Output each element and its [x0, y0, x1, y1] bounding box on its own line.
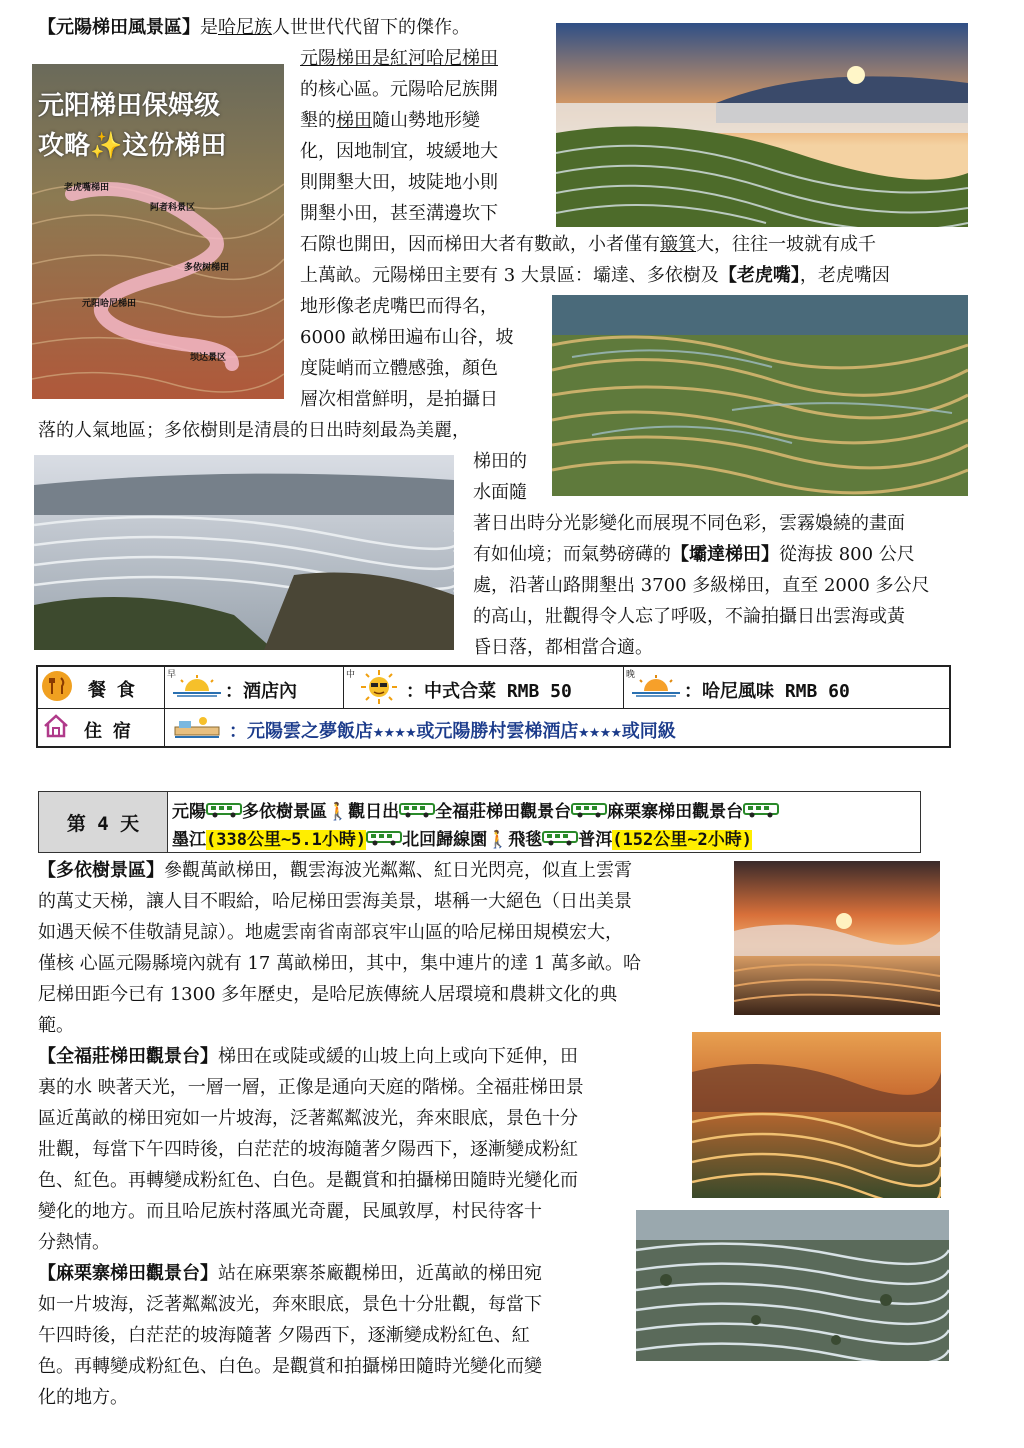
intro-line-19: 處，沿著山路開墾出 3700 多級梯田，直至 2000 多公尺 — [473, 575, 930, 596]
bus-icon — [542, 830, 578, 851]
lunch-cell: 中 ：中式合菜 RMB 50 — [344, 667, 624, 708]
walk-icon: 🚶 — [487, 830, 509, 850]
terrace-link[interactable]: 梯田 — [336, 110, 372, 131]
bus-icon — [206, 802, 242, 823]
poster-spot-5: 坝达景区 — [190, 353, 227, 363]
sunrise-terrace-image — [556, 23, 968, 227]
duoyi-line-1: 【多依樹景區】參觀萬畝梯田，觀雲海波光粼粼、紅日光閃亮，似直上雲霄 — [38, 860, 632, 881]
intro-line-12: 度陡峭而立體感強，顏色 — [300, 358, 498, 379]
terrace-guide-poster-image — [32, 64, 284, 399]
intro-line-9: 上萬畝。元陽梯田主要有 3 大景區：壩達、多依樹及【老虎嘴】，老虎嘴因 — [300, 265, 890, 286]
quanfu-valley-image — [692, 1032, 941, 1198]
poster-spot-1: 老虎嘴梯田 — [64, 183, 110, 193]
winnow-link[interactable]: 簸箕 — [660, 234, 696, 255]
quanfu-line-4: 壯觀，每當下午四時後，白茫茫的坡海隨著夕陽西下，逐漸變成粉紅 — [38, 1139, 578, 1160]
intro-line-13: 層次相當鮮明，是拍攝日 — [300, 389, 498, 410]
sunset-cloud-terrace-image — [734, 861, 940, 1015]
bus-icon — [399, 802, 435, 823]
home-icon — [42, 712, 70, 740]
dinner-cell: 晚 ：哈尼風味 RMB 60 — [626, 670, 850, 702]
poster-spot-3: 多依树梯田 — [184, 263, 230, 273]
walk-icon: 🚶 — [327, 802, 349, 822]
bus-icon — [571, 802, 607, 823]
intro-line-14: 落的人氣地區；多依樹則是清晨的日出時刻最為美麗， — [38, 420, 470, 441]
intro-line-11: 6000 畝梯田遍布山谷，坡 — [300, 327, 514, 348]
meal-label-cell: 餐 食 — [38, 667, 165, 708]
quanfu-line-2: 裏的水 映著天光，一層一層，正像是通向天庭的階梯。全福莊梯田景 — [38, 1077, 584, 1098]
intro-line-16: 水面隨 — [473, 482, 527, 503]
duoyishu-terrace-image — [34, 455, 454, 650]
sunrise-icon — [173, 675, 221, 697]
route-line-2: 墨江(338公里~5.1小時) 北回歸線園🚶飛毯 普洱(152公里~2小時) — [172, 830, 752, 850]
hotel-bed-icon — [173, 715, 221, 741]
duoyi-line-6: 範。 — [38, 1015, 74, 1036]
sunset-icon — [632, 675, 680, 697]
malizhai-line-2: 如一片坡海，泛著粼粼波光，奔來眼底，景色十分壯觀，每當下 — [38, 1294, 542, 1315]
intro-line-20: 的高山，壯觀得令人忘了呼吸，不論拍攝日出雲海或黃 — [473, 606, 905, 627]
quanfu-line-3: 區近萬畝的梯田宛如一片坡海，泛著粼粼波光，奔來眼底，景色十分 — [38, 1108, 578, 1129]
intro-line-15: 梯田的 — [473, 451, 527, 472]
intro-line-2[interactable]: 元陽梯田是紅河哈尼梯田 — [300, 48, 498, 69]
bus-icon — [366, 830, 402, 851]
meal-lodging-table — [36, 665, 951, 748]
poster-spot-4: 元阳哈尼梯田 — [82, 299, 137, 309]
poster-spot-2: 阿者科景区 — [150, 203, 196, 213]
intro-line-18: 有如仙境；而氣勢磅礡的【壩達梯田】從海拔 800 公尺 — [473, 544, 915, 565]
intro-line-5: 化，因地制宜，坡緩地大 — [300, 141, 498, 162]
quanfu-line-7: 分熱情。 — [38, 1232, 110, 1253]
malizhai-terrace-image — [636, 1210, 949, 1361]
utensils-icon — [42, 671, 72, 701]
lodging-row — [38, 708, 949, 747]
quanfu-line-6: 變化的地方。而且哈尼族村落風光奇麗，民風敦厚，村民待客十 — [38, 1201, 542, 1222]
intro-line-1: 【元陽梯田風景區】是哈尼族人世世代代留下的傑作。 — [38, 17, 470, 38]
lodging-label-cell: 住 宿 — [38, 709, 165, 747]
breakfast-cell: 早 ：酒店內 — [165, 667, 344, 708]
day-4-label: 第 4 天 — [38, 791, 168, 853]
poster-title: 元阳梯田保姆级 攻略✨这份梯田 — [38, 91, 227, 161]
hani-link[interactable]: 哈尼族 — [218, 17, 272, 38]
route-line-1: 元陽 多依樹景區🚶觀日出 全福莊梯田觀景台 麻栗寨梯田觀景台 — [172, 797, 779, 823]
intro-line-4: 墾的梯田隨山勢地形變 — [300, 110, 480, 131]
intro-line-21: 昏日落，都相當合適。 — [473, 637, 653, 658]
malizhai-line-3: 午四時後，白茫茫的坡海隨著 夕陽西下，逐漸變成粉紅色、紅 — [38, 1325, 530, 1346]
duoyi-line-4: 僅核 心區元陽縣境內就有 17 萬畝梯田，其中，集中連片的達 1 萬多畝。哈 — [38, 953, 641, 974]
intro-title: 【元陽梯田風景區】 — [38, 17, 200, 38]
hotel-cell: ：元陽雲之夢飯店★★★★或元陽勝村雲梯酒店★★★★或同級 — [165, 709, 945, 747]
bus-icon — [743, 802, 779, 823]
intro-line-7: 開墾小田，甚至溝邊坎下 — [300, 203, 498, 224]
malizhai-line-5: 化的地方。 — [38, 1387, 128, 1408]
tiger-mouth-terrace-image — [552, 295, 968, 496]
sun-sunglasses-icon — [354, 669, 404, 705]
duoyi-line-5: 尼梯田距今已有 1300 多年歷史，是哈尼族傳統人居環境和農耕文化的典 — [38, 984, 618, 1005]
quanfu-line-5: 色、紅色。再轉變成粉紅色、白色。是觀賞和拍攝梯田隨時光變化而 — [38, 1170, 578, 1191]
intro-line-6: 則開墾大田，坡陡地小則 — [300, 172, 498, 193]
quanfu-line-1: 【全福莊梯田觀景台】梯田在或陡或緩的山坡上向上或向下延伸，田 — [38, 1046, 578, 1067]
duoyi-line-3: 如遇天候不佳敬請見諒）。地處雲南省南部哀牢山區的哈尼梯田規模宏大， — [38, 922, 623, 943]
duoyi-line-2: 的萬丈天梯，讓人目不暇給，哈尼梯田雲海美景，堪稱一大絕色（日出美景 — [38, 891, 632, 912]
malizhai-line-4: 色。再轉變成粉紅色、白色。是觀賞和拍攝梯田隨時光變化而變 — [38, 1356, 542, 1377]
intro-line-17: 著日出時分光影變化而展現不同色彩，雲霧嬝繞的畫面 — [473, 513, 905, 534]
day-4-route — [168, 791, 921, 853]
malizhai-line-1: 【麻栗寨梯田觀景台】站在麻栗寨茶廠觀梯田，近萬畝的梯田宛 — [38, 1263, 542, 1284]
intro-line-3: 的核心區。元陽哈尼族開 — [300, 79, 498, 100]
intro-line-8: 石隙也開田，因而梯田大者有數畝，小者僅有簸箕大，往往一坡就有成千 — [300, 234, 876, 255]
intro-line-10: 地形像老虎嘴巴而得名， — [300, 296, 498, 317]
